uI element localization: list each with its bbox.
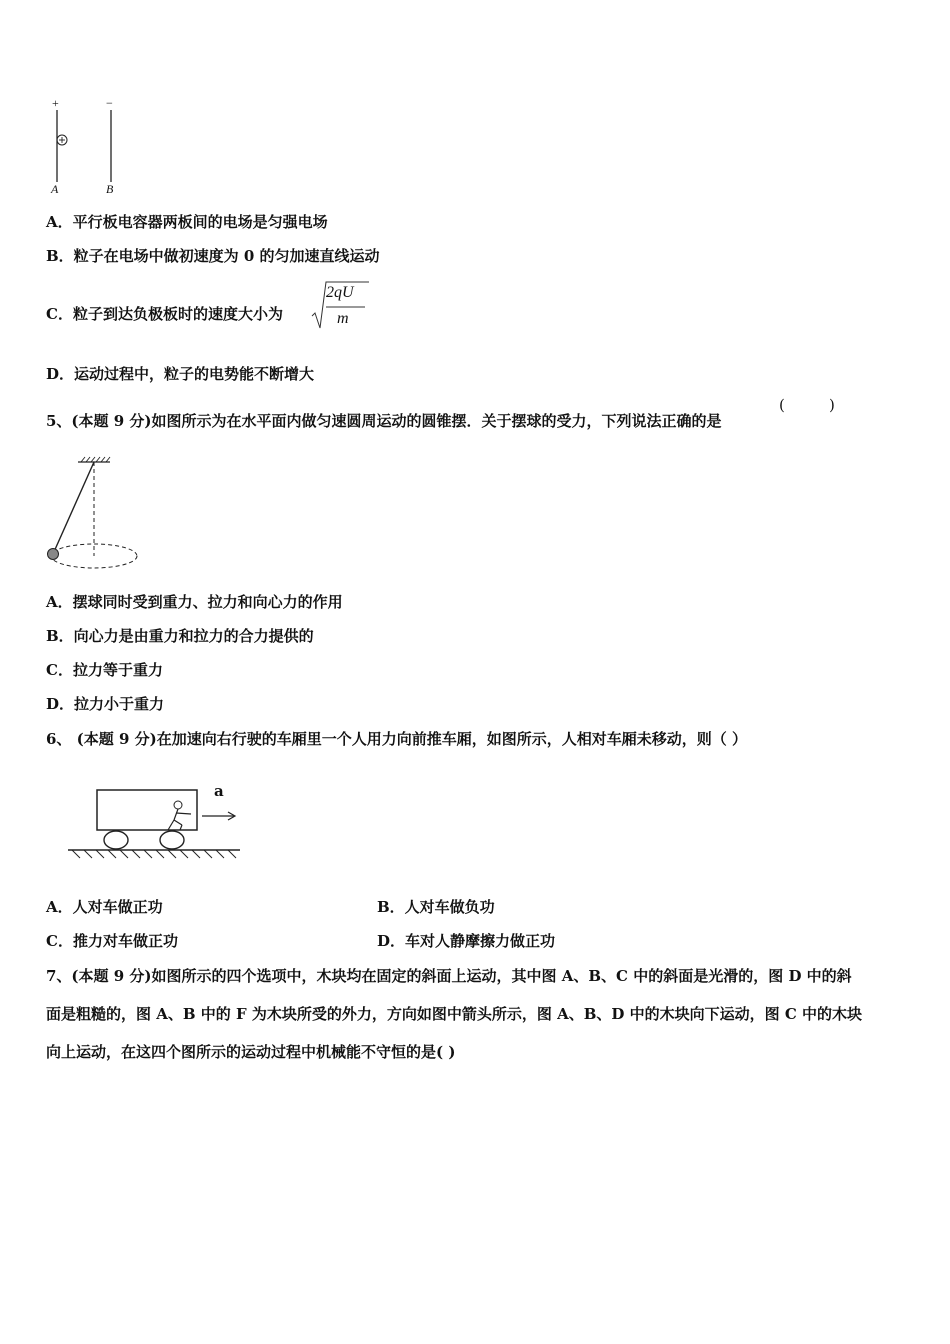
formula-denominator: m <box>337 310 349 327</box>
sqrt-formula <box>311 280 371 332</box>
q7-stem-line-1: 7、(本题 9 分)如图所示的四个选项中，木块均在固定的斜面上运动，其中图 A、B、C 中的斜面是光滑的，图 D 中的斜 <box>46 967 852 985</box>
q4-option-c-text: C．粒子到达负极板时的速度大小为 <box>46 305 283 323</box>
plate-b-minus-sign: − <box>106 96 113 110</box>
q4-option-d: D．运动过程中，粒子的电势能不断增大 <box>46 365 315 383</box>
q5-option-c: C．拉力等于重力 <box>46 661 163 679</box>
q5-stem: 5、(本题 9 分)如图所示为在水平面内做匀速圆周运动的圆锥摆．关于摆球的受力，下列说法正确的是 <box>46 412 722 430</box>
capacitor-figure <box>44 98 134 200</box>
plate-a-plus-sign: + <box>52 96 59 110</box>
formula-numerator: 2qU <box>326 284 354 301</box>
q6-option-a: A．人对车做正功 <box>46 898 163 916</box>
q4-option-b: B．粒子在电场中做初速度为 0 的匀加速直线运动 <box>46 247 380 265</box>
q6-option-b: B．人对车做负功 <box>377 898 495 916</box>
acceleration-label: a <box>214 782 224 800</box>
conical-pendulum-figure <box>44 455 144 573</box>
q5-paren-close: ) <box>829 396 835 414</box>
q4-option-a: A．平行板电容器两板间的电场是匀强电场 <box>46 213 328 231</box>
q5-paren-open: ( <box>779 396 785 414</box>
q5-option-d: D．拉力小于重力 <box>46 695 165 713</box>
q6-option-c: C．推力对车做正功 <box>46 932 178 950</box>
q6-stem: 6、 (本题 9 分)在加速向右行驶的车厢里一个人用力向前推车厢，如图所示，人相对车厢未移动，则（ ） <box>46 730 747 748</box>
conical-pendulum-diagram <box>44 455 144 573</box>
plate-b-label: B <box>106 182 114 196</box>
q7-stem-line-3: 向上运动，在这四个图所示的运动过程中机械能不守恒的是( ) <box>46 1043 456 1061</box>
q5-option-a: A．摆球同时受到重力、拉力和向心力的作用 <box>46 593 343 611</box>
railcar-figure <box>64 780 244 862</box>
plate-a-label: A <box>51 182 59 196</box>
q6-option-d: D．车对人静摩擦力做正功 <box>377 932 556 950</box>
q7-stem-line-2: 面是粗糙的，图 A、B 中的 F 为木块所受的外力，方向如图中箭头所示，图 A、B、D 中的木块向下运动，图 C 中的木块 <box>46 1005 863 1023</box>
q4-option-c <box>46 303 283 324</box>
q5-option-b: B．向心力是由重力和拉力的合力提供的 <box>46 627 314 645</box>
